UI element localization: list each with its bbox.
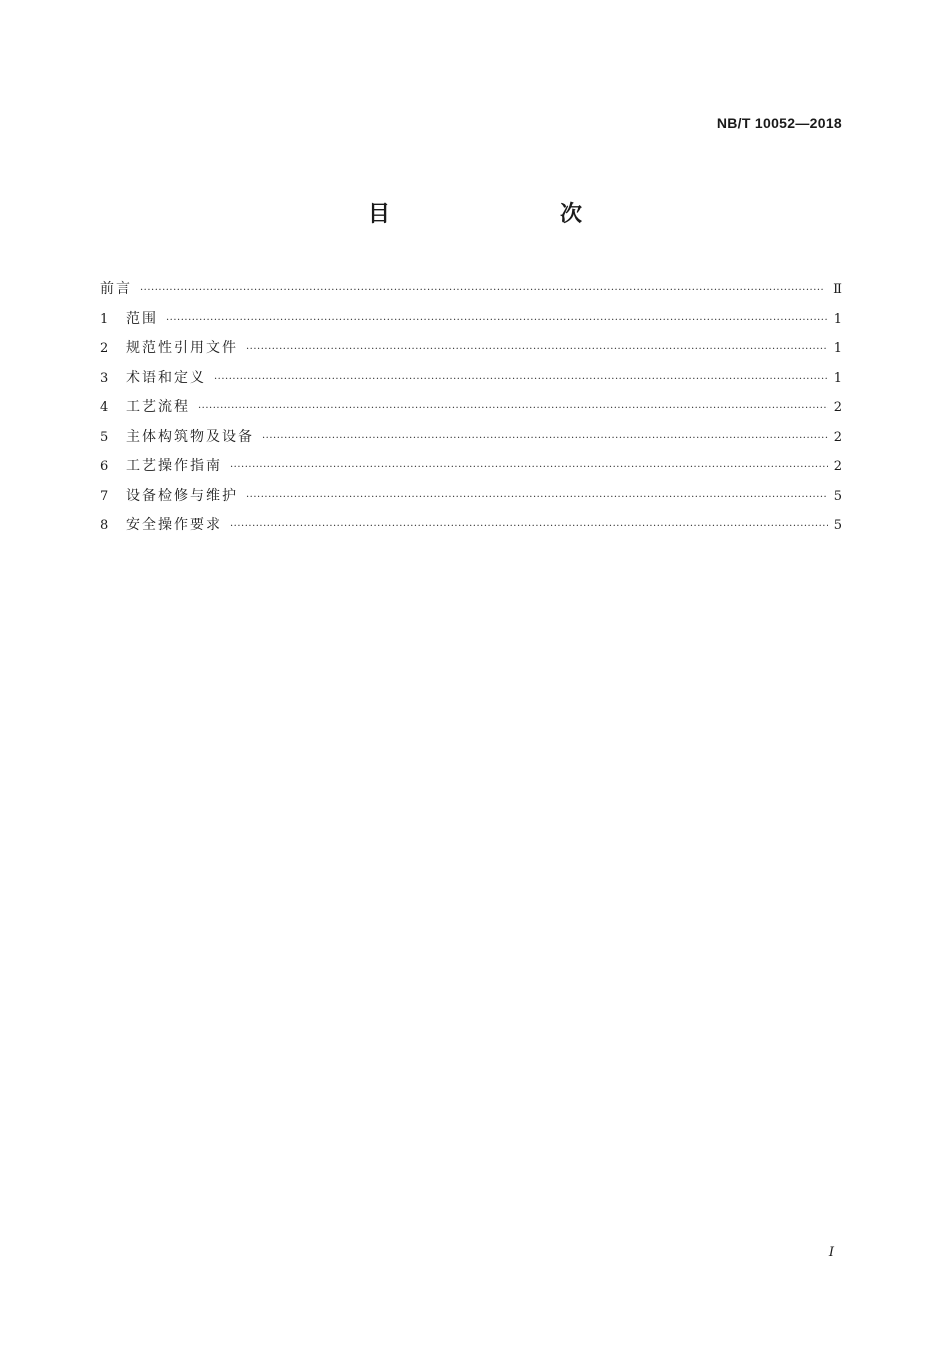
toc-entry-label: 工艺流程 [126, 399, 190, 415]
page-title: 目 次 [367, 202, 624, 227]
toc-leader-dots [262, 424, 828, 454]
toc-entry-label: 前言 [100, 281, 132, 297]
toc-entry-7[interactable] [100, 482, 842, 512]
toc-page-number: 1 [833, 341, 842, 356]
standard-code: NB/T 10052—2018 [716, 115, 842, 131]
toc-entry-number: 2 [100, 341, 109, 356]
toc-entry-number: 8 [100, 518, 109, 533]
toc-entry-number: 7 [100, 488, 109, 504]
toc-entry-number: 6 [100, 459, 109, 474]
toc-leader-dots [246, 483, 828, 513]
table-of-contents [100, 275, 842, 541]
toc-page-number: 1 [833, 311, 842, 327]
toc-leader-dots [140, 276, 827, 306]
toc-entry-number: 3 [100, 370, 109, 386]
toc-entry-preface[interactable] [100, 275, 842, 305]
toc-page-number: 5 [833, 488, 842, 504]
toc-entry-label: 设备检修与维护 [126, 487, 238, 504]
toc-entry-label: 范围 [126, 310, 158, 327]
toc-leader-dots [230, 453, 828, 483]
toc-entry-number: 1 [100, 311, 109, 327]
toc-leader-dots [198, 394, 828, 424]
toc-leader-dots [214, 365, 828, 395]
toc-entry-5[interactable] [100, 423, 842, 453]
toc-page-number: 2 [833, 400, 842, 415]
toc-entry-label: 术语和定义 [126, 369, 206, 386]
toc-leader-dots [166, 306, 828, 336]
toc-entry-2[interactable] [100, 334, 842, 364]
toc-leader-dots [246, 335, 828, 365]
toc-page-number: 2 [833, 459, 842, 474]
toc-entry-label: 规范性引用文件 [126, 340, 238, 356]
toc-entry-3[interactable] [100, 364, 842, 394]
toc-page-number: Ⅱ [833, 282, 842, 297]
toc-entry-8[interactable] [100, 511, 842, 541]
toc-entry-4[interactable] [100, 393, 842, 423]
toc-page-number: 5 [833, 518, 842, 533]
toc-entry-number: 5 [100, 429, 109, 445]
toc-page-number: 2 [833, 429, 842, 445]
toc-leader-dots [230, 512, 828, 542]
toc-page-number: 1 [833, 370, 842, 386]
toc-entry-1[interactable] [100, 305, 842, 335]
toc-entry-label: 安全操作要求 [126, 517, 222, 533]
toc-entry-label: 工艺操作指南 [126, 458, 222, 474]
toc-entry-6[interactable] [100, 452, 842, 482]
toc-entry-label: 主体构筑物及设备 [126, 428, 254, 445]
toc-entry-number: 4 [100, 400, 109, 415]
page-number: Ⅰ [828, 1245, 834, 1260]
